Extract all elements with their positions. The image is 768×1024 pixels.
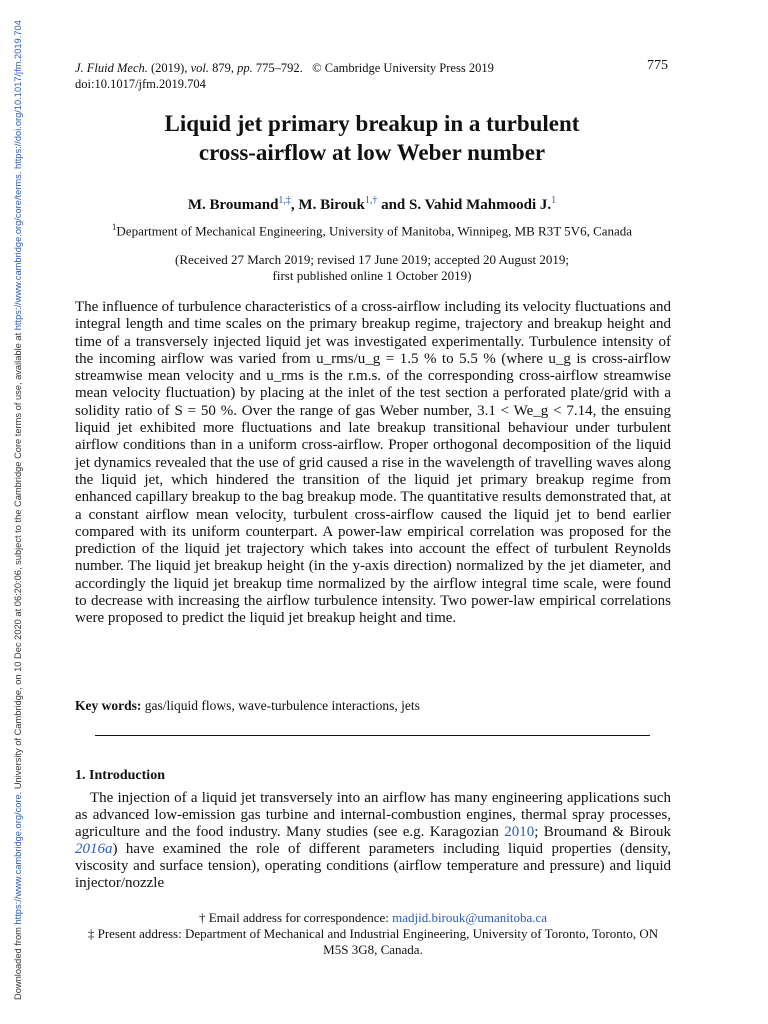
keywords [75, 698, 420, 714]
title-line-1: Liquid jet primary breakup in a turbulent [164, 111, 580, 136]
terms-link[interactable]: https://www.cambridge.org/core/terms [13, 174, 23, 331]
abstract: The influence of turbulence characteristics of a cross-airflow including its velocity fluctuations and integral length and time scales on the primary breakup regime, trajectory and breakup height and time of a transversely injected liquid jet was investigated experimentally. Turbulence intensity of the incoming airflow was varied from u_rms/u_g = 1.5 % to 5.5 % (where u_g is cross-airflow streamwise mean velocity and u_rms is the r.m.s. of the corresponding cross-airflow streamwise mean velocity fluctuation) by placing at the inlet of the test section a perforated plate/grid with a solidity ratio of S = 50 %. Over the range of gas Weber number, 3.1 < We_g < 7.14, the ensuing liquid jet exhibited more fluctuations and late breakup transitional behaviour under turbulent airflow conditions than in a uniform cross-airflow. Proper orthogonal decomposition of the liquid jet dynamics revealed that the use of grid caused a rise in the wavelength of travelling waves along the liquid jet, which hindered the transition of the liquid jet primary breakup regime from enhanced capillary breakup to the bag breakup mode. The quantitative results demonstrated that, at a constant airflow mean velocity, turbulent cross-airflow caused the liquid jet to bend earlier compared with its uniform counterpart. A power-law empirical correlation was proposed for the prediction of the liquid jet trajectory which takes into account the effect of turbulent Reynolds number. The liquid jet breakup height (in the y-axis direction) normalized by the jet diameter, and accordingly the liquid jet breakup time normalized by the airflow integral time scale, were found to decrease with increasing the airflow turbulence intensity. Two power-law empirical correlations were proposed to predict the liquid jet breakup height and time. [75, 299, 671, 627]
citation-link[interactable]: 2016a [75, 841, 113, 857]
author-sep: , [290, 197, 299, 213]
footnotes [75, 910, 671, 958]
affiliation [74, 222, 670, 239]
footnote-email-prefix: † Email address for correspondence: [198, 910, 393, 925]
download-notice [13, 0, 23, 1000]
affiliation-text: Department of Mechanical Engineering, University of Manitoba, Winnipeg, MB R3T 5V6, Canada [116, 223, 633, 239]
pp-label: pp. [237, 61, 253, 75]
dates-line-2: first published online 1 October 2019) [272, 268, 472, 283]
dates-line-1: (Received 27 March 2019; revised 17 June 2019; accepted 20 August 2019; [175, 252, 569, 267]
page-number: 775 [647, 58, 668, 73]
doi-link[interactable]: https://doi.org/10.1017/jfm.2019.704 [13, 20, 23, 170]
title-line-2: cross-airflow at low Weber number [198, 140, 546, 165]
introduction-paragraph [75, 790, 671, 892]
author-sep: and [377, 197, 410, 213]
author-3: S. Vahid Mahmoodi J. [409, 197, 552, 213]
paper-title [74, 109, 670, 167]
author-list [74, 195, 670, 214]
email-link[interactable]: madjid.birouk@umanitoba.ca [392, 910, 548, 925]
vol-label: vol. [190, 61, 209, 75]
author-3-mark[interactable]: 1 [551, 195, 557, 206]
author-1: M. Broumand [187, 197, 279, 213]
download-prefix: Downloaded from [13, 924, 23, 1000]
footnote-address: ‡ Present address: Department of Mechanical and Industrial Engineering, University of Toronto, Toronto, ON M5S 3G8, Canada. [87, 926, 659, 957]
journal-name: J. Fluid Mech. [75, 61, 148, 75]
author-2-mark[interactable]: 1,† [364, 195, 378, 206]
intro-text: ; Broumand & Birouk [534, 824, 671, 840]
section-heading: 1. Introduction [75, 768, 165, 783]
keywords-label: Key words: [75, 698, 142, 713]
author-1-mark[interactable]: 1,‡ [278, 195, 291, 206]
publication-dates [74, 252, 670, 284]
copyright: © Cambridge University Press 2019 [312, 61, 494, 75]
intro-text: ) have examined the role of different parameters including liquid properties (density, viscosity and surface tension), operating conditions (airflow temperature and pressure) and liquid injector/nozzle [75, 841, 671, 891]
cambridge-core-link[interactable]: https://www.cambridge.org/core [13, 794, 23, 925]
vol-number: 879, [209, 61, 238, 75]
download-sep: . [13, 169, 23, 175]
intro-text: The injection of a liquid jet transversely into an airflow has many engineering applications such as advanced low-emission gas turbine and internal-combustion engines, thermal spray processes, agriculture and the food industry. Many studies (see e.g. Karagozian [75, 790, 671, 840]
abstract-divider [95, 735, 650, 736]
doi: doi:10.1017/jfm.2019.704 [75, 77, 206, 91]
citation-link[interactable]: 2010 [504, 824, 535, 840]
author-2: M. Birouk [298, 197, 365, 213]
footnote-email [75, 910, 671, 926]
keywords-text: gas/liquid flows, wave-turbulence interactions, jets [141, 698, 420, 713]
journal-year: (2019), [147, 61, 191, 75]
affiliation-mark: 1 [111, 222, 117, 232]
pages: 775–792. [252, 61, 303, 75]
journal-header [75, 60, 494, 92]
download-middle: . University of Cambridge, on 10 Dec 2020 at 06:20:06, subject to the Cambridge Core terms of use, available at [13, 330, 23, 795]
